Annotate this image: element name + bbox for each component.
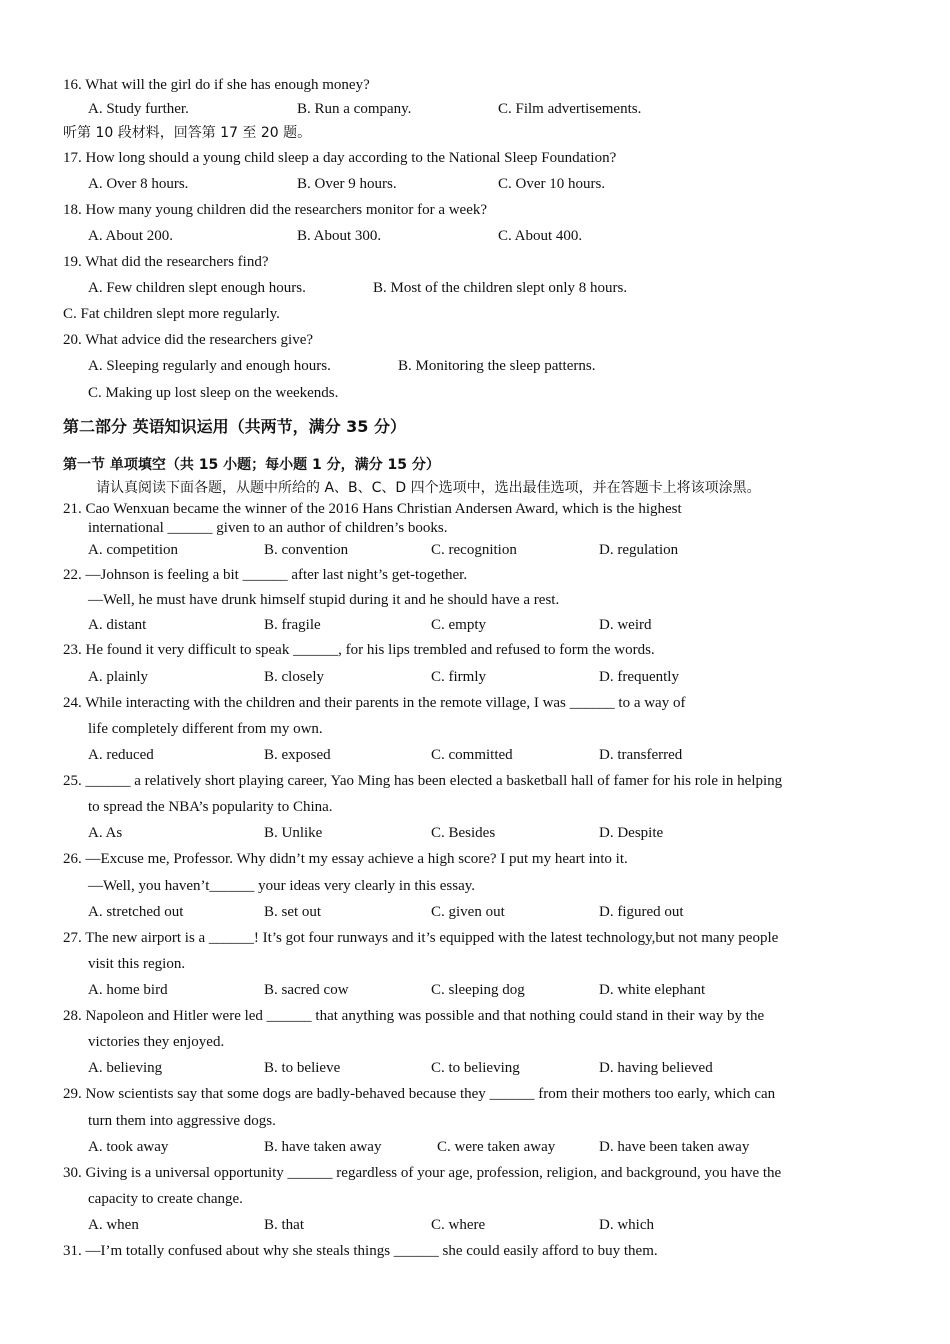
question-24-option-a: A. reduced [88, 747, 154, 763]
question-24-stem-line-2: life completely different from my own. [88, 721, 323, 737]
question-26-option-c: C. given out [431, 904, 505, 920]
question-27-option-d: D. white elephant [599, 982, 706, 998]
question-16-option-b: B. Run a company. [297, 101, 412, 117]
question-29-option-d: D. have been taken away [599, 1139, 750, 1155]
question-24-option-d: D. transferred [599, 747, 683, 763]
question-29-stem-line-1: 29. Now scientists say that some dogs are badly-behaved because they ______ from their mothers too early, which can [63, 1086, 776, 1102]
question-29-stem-line-2: turn them into aggressive dogs. [88, 1113, 276, 1129]
question-21-stem-line-1: 21. Cao Wenxuan became the winner of the 2016 Hans Christian Andersen Award, which is the highest [63, 501, 682, 517]
question-16-option-c: C. Film advertisements. [498, 101, 642, 117]
question-22-option-a: A. distant [88, 617, 147, 633]
question-30-option-b: B. that [264, 1217, 304, 1233]
question-16-stem: 16. What will the girl do if she has enough money? [63, 77, 370, 93]
question-19-option-a: A. Few children slept enough hours. [88, 280, 306, 296]
question-24-stem-line-1: 24. While interacting with the children and their parents in the remote village, I was ______ to a way of [63, 695, 686, 711]
question-31-stem-line-1: 31. —I’m totally confused about why she steals things ______ she could easily afford to buy them. [63, 1243, 658, 1259]
question-28-option-c: C. to believing [431, 1060, 520, 1076]
question-29-option-b: B. have taken away [264, 1139, 382, 1155]
listening-instruction-10: 听第 10 段材料，回答第 17 至 20 题。 [63, 125, 312, 141]
question-25-option-a: A. As [88, 825, 123, 841]
question-28-stem-line-1: 28. Napoleon and Hitler were led ______ that anything was possible and that nothing could stand in their way by the [63, 1008, 765, 1024]
question-22-option-b: B. fragile [264, 617, 321, 633]
question-21-option-c: C. recognition [431, 542, 517, 558]
question-27-stem-line-2: visit this region. [88, 956, 186, 972]
question-28-option-d: D. having believed [599, 1060, 713, 1076]
question-30-option-c: C. where [431, 1217, 486, 1233]
question-29-option-c: C. were taken away [437, 1139, 556, 1155]
question-22-option-c: C. empty [431, 617, 486, 633]
question-27-stem-line-1: 27. The new airport is a ______! It’s got four runways and it’s equipped with the latest technology,but not many people [63, 930, 779, 946]
question-18-option-b: B. About 300. [297, 228, 382, 244]
question-30-option-d: D. which [599, 1217, 654, 1233]
question-21-stem-line-2: international ______ given to an author of children’s books. [88, 520, 448, 536]
question-26-option-d: D. figured out [599, 904, 684, 920]
question-26-option-b: B. set out [264, 904, 322, 920]
question-22-stem-line-2: —Well, he must have drunk himself stupid during it and he should have a rest. [88, 592, 560, 608]
question-18-stem: 18. How many young children did the researchers monitor for a week? [63, 202, 488, 218]
question-23-option-d: D. frequently [599, 669, 679, 685]
question-24-option-b: B. exposed [264, 747, 331, 763]
question-25-stem-line-2: to spread the NBA’s popularity to China. [88, 799, 333, 815]
question-23-option-b: B. closely [264, 669, 324, 685]
question-16-option-a: A. Study further. [88, 101, 189, 117]
question-18-option-a: A. About 200. [88, 228, 174, 244]
question-25-option-c: C. Besides [431, 825, 496, 841]
question-19-option-c: C. Fat children slept more regularly. [63, 306, 280, 322]
question-30-stem-line-1: 30. Giving is a universal opportunity ______ regardless of your age, profession, religion, and background, you have the [63, 1165, 782, 1181]
question-21-option-d: D. regulation [599, 542, 679, 558]
part-2-title: 第二部分 英语知识运用（共两节，满分 35 分） [63, 417, 406, 436]
question-27-option-c: C. sleeping dog [431, 982, 525, 998]
question-19-option-b: B. Most of the children slept only 8 hours. [373, 280, 628, 296]
question-30-stem-line-2: capacity to create change. [88, 1191, 243, 1207]
question-17-option-c: C. Over 10 hours. [498, 176, 606, 192]
question-29-option-a: A. took away [88, 1139, 169, 1155]
question-28-option-a: A. believing [88, 1060, 163, 1076]
question-20-option-a: A. Sleeping regularly and enough hours. [88, 358, 331, 374]
question-17-option-b: B. Over 9 hours. [297, 176, 397, 192]
question-25-option-b: B. Unlike [264, 825, 323, 841]
question-22-stem-line-1: 22. —Johnson is feeling a bit ______ after last night’s get-together. [63, 567, 468, 583]
question-24-option-c: C. committed [431, 747, 513, 763]
section-1-instruction: 请认真阅读下面各题，从题中所给的 A、B、C、D 四个选项中，选出最佳选项，并在答题卡上将该项涂黑。 [96, 480, 761, 496]
question-21-option-b: B. convention [264, 542, 349, 558]
question-22-option-d: D. weird [599, 617, 652, 633]
question-20-stem: 20. What advice did the researchers give? [63, 332, 314, 348]
question-25-option-d: D. Despite [599, 825, 664, 841]
question-28-option-b: B. to believe [264, 1060, 341, 1076]
question-20-option-c: C. Making up lost sleep on the weekends. [88, 385, 339, 401]
question-30-option-a: A. when [88, 1217, 139, 1233]
question-27-option-a: A. home bird [88, 982, 168, 998]
question-20-option-b: B. Monitoring the sleep patterns. [398, 358, 596, 374]
question-23-option-c: C. firmly [431, 669, 486, 685]
question-23-option-a: A. plainly [88, 669, 148, 685]
question-28-stem-line-2: victories they enjoyed. [88, 1034, 225, 1050]
question-17-stem: 17. How long should a young child sleep a day according to the National Sleep Foundation? [63, 150, 617, 166]
question-26-option-a: A. stretched out [88, 904, 184, 920]
question-26-stem-line-1: 26. —Excuse me, Professor. Why didn’t my essay achieve a high score? I put my heart into it. [63, 851, 628, 867]
question-19-stem: 19. What did the researchers find? [63, 254, 269, 270]
question-25-stem-line-1: 25. ______ a relatively short playing career, Yao Ming has been elected a basketball hall of famer for his role in helping [63, 773, 783, 789]
question-23-stem: 23. He found it very difficult to speak ______, for his lips trembled and refused to form the words. [63, 642, 655, 658]
question-18-option-c: C. About 400. [498, 228, 583, 244]
section-1-title: 第一节 单项填空（共 15 小题；每小题 1 分，满分 15 分） [63, 457, 440, 473]
question-21-option-a: A. competition [88, 542, 178, 558]
question-27-option-b: B. sacred cow [264, 982, 349, 998]
question-17-option-a: A. Over 8 hours. [88, 176, 189, 192]
question-26-stem-line-2: —Well, you haven’t______ your ideas very clearly in this essay. [88, 878, 476, 894]
